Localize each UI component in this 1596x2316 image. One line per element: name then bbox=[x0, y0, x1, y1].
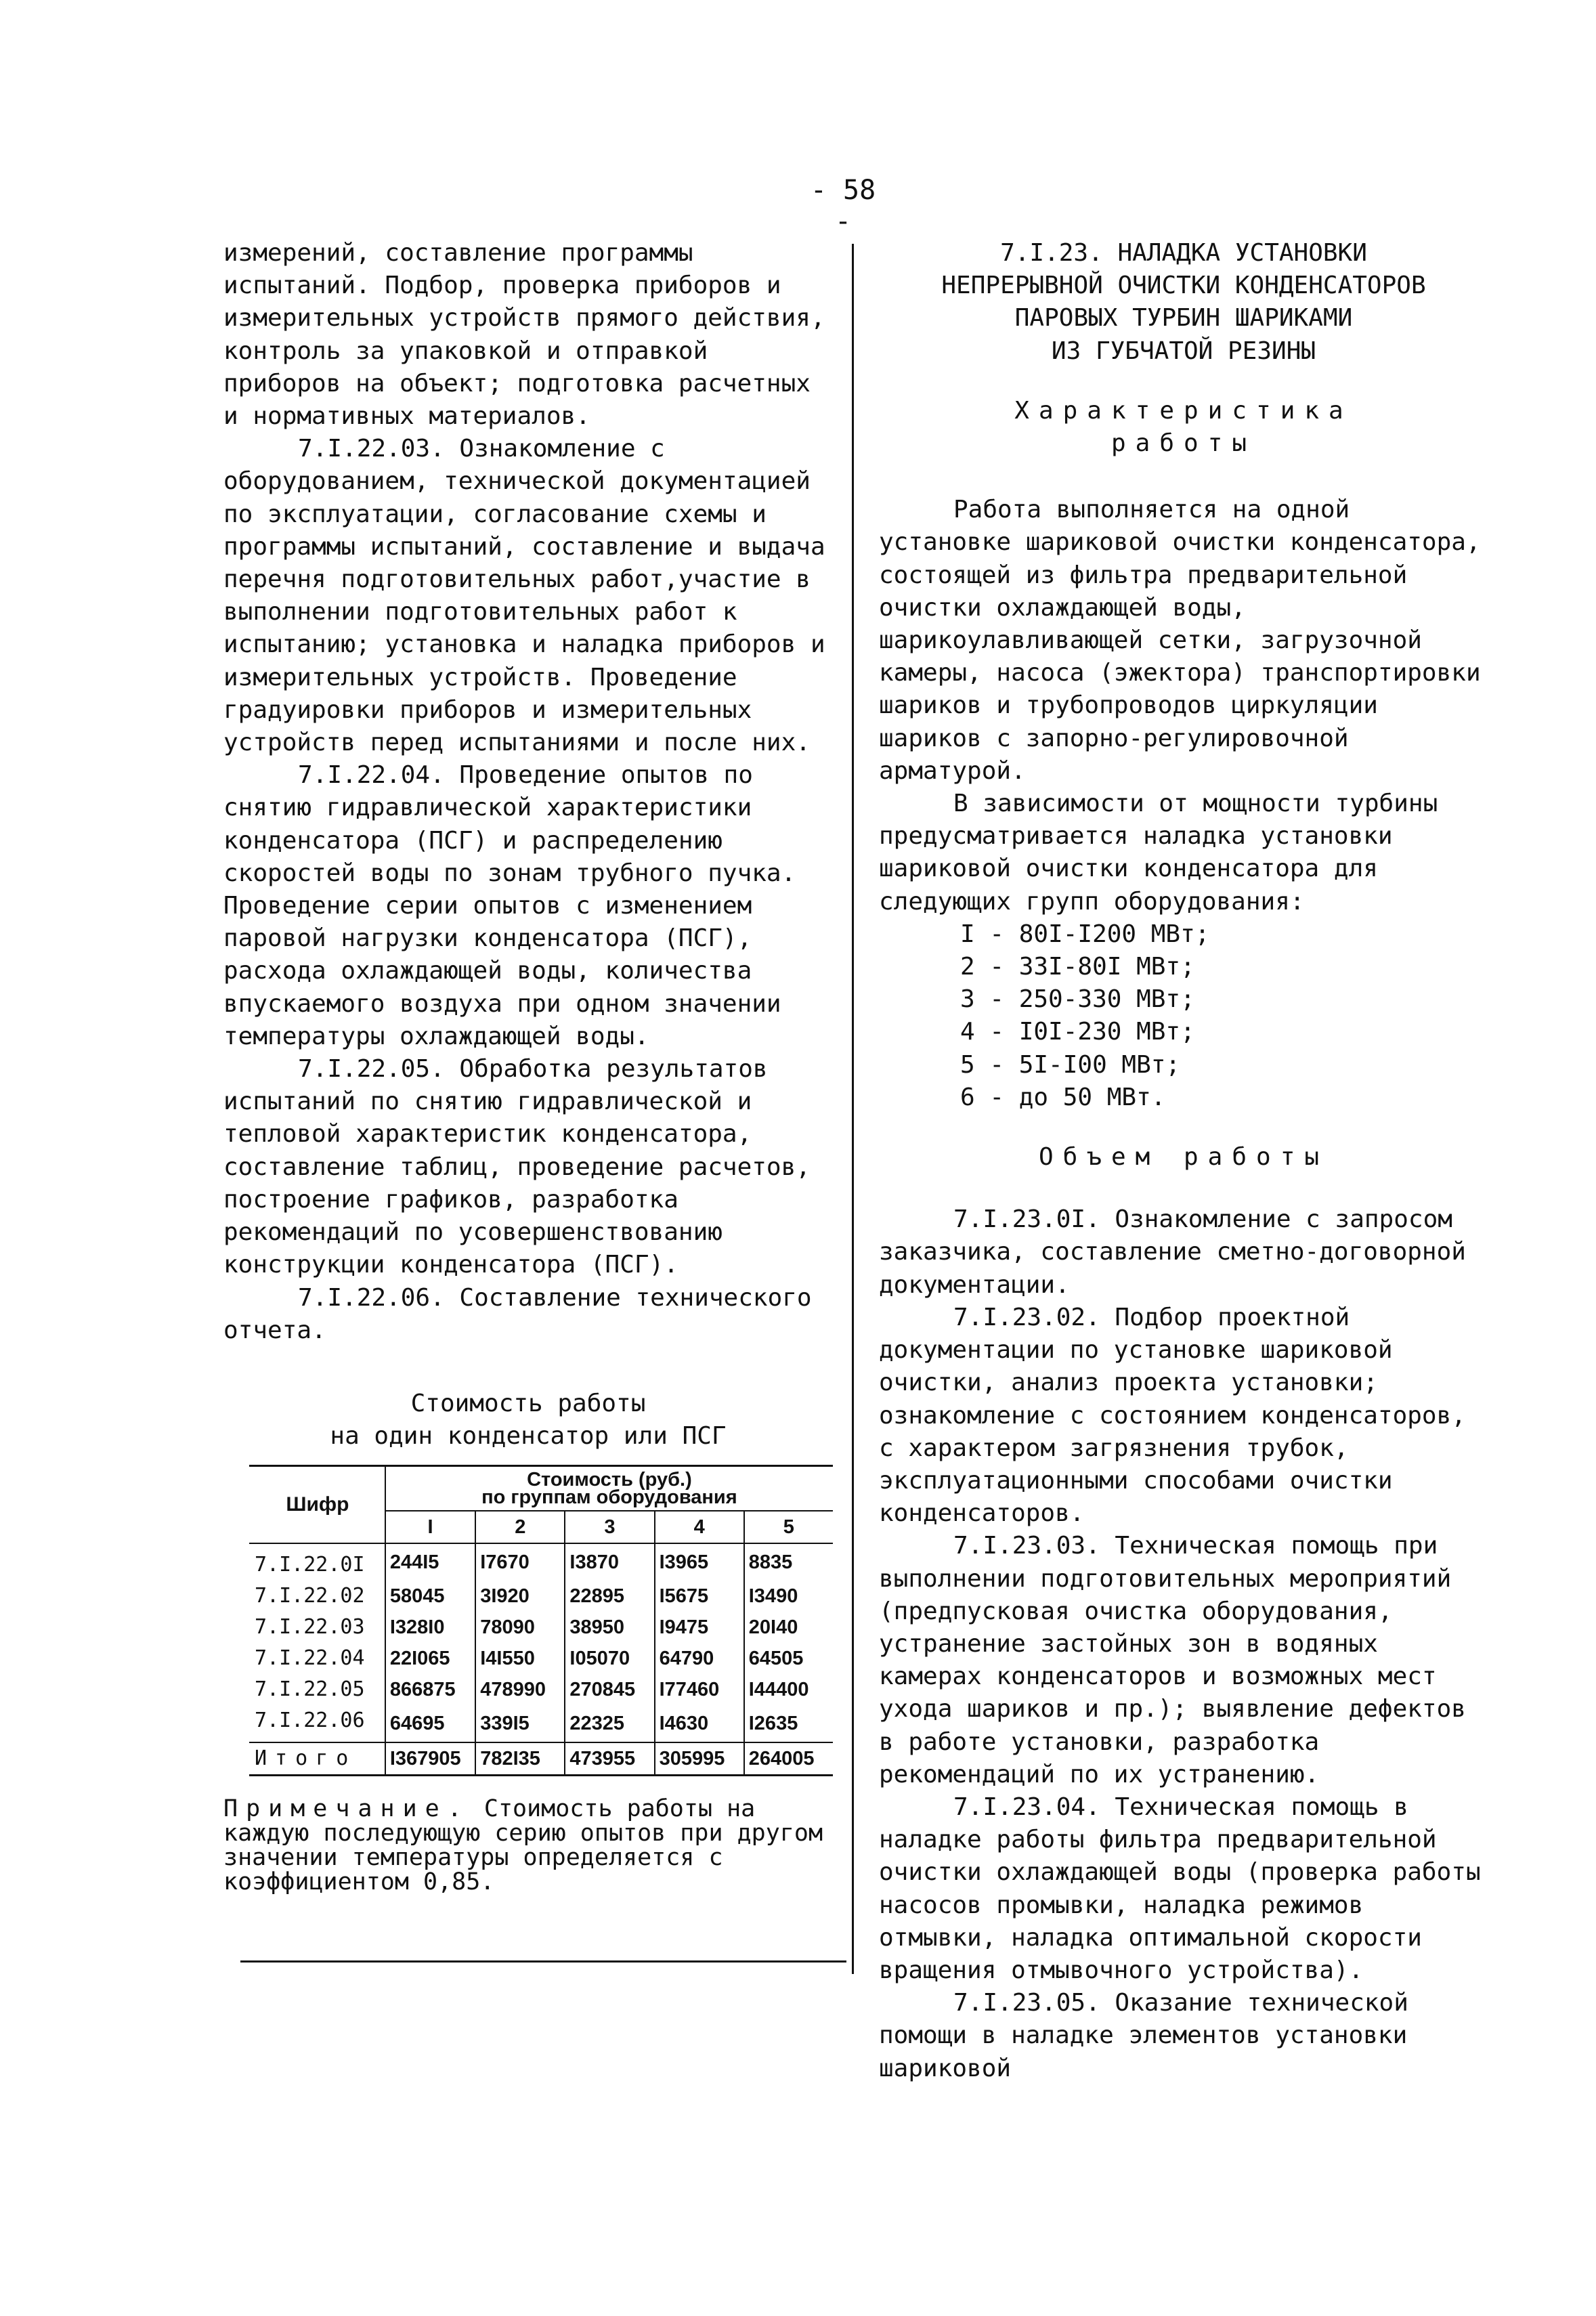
cell: I328I0 bbox=[385, 1612, 475, 1643]
groups-list bbox=[879, 918, 1488, 1114]
row-code: 7.I.22.06 bbox=[255, 1708, 365, 1732]
list-item: I - 80I-I200 МВт; bbox=[960, 920, 1210, 948]
cell: I3490 bbox=[744, 1581, 833, 1612]
note-lead: Примечание. bbox=[223, 1795, 470, 1822]
cell: 244I5 bbox=[385, 1543, 475, 1581]
paragraph-7-1-22-04: 7.I.22.04. Проведение опытов по снятию гидравлической характеристики конденсатора (ПСГ) и распределению скоростей воды по зонам трубного пучка. Проведение серии опытов с изменением паровой нагрузки конденсатора (ПСГ), расхода охлаждающей воды, количества впускаемого воздуха при одном значении температуры охлаждающей воды. bbox=[223, 761, 796, 1050]
list-item: 5 - 5I-I00 МВт; bbox=[960, 1050, 1181, 1079]
table-total-row bbox=[249, 1742, 833, 1776]
cell: 58045 bbox=[385, 1581, 475, 1612]
page-number: - 58 - bbox=[810, 175, 876, 237]
cell: I7670 bbox=[475, 1543, 565, 1581]
row-code: 7.I.22.04 bbox=[255, 1646, 365, 1670]
table-header-code: Шифр bbox=[249, 1465, 385, 1543]
cell: 64790 bbox=[655, 1643, 744, 1674]
cell: I2635 bbox=[744, 1705, 833, 1742]
table-row bbox=[249, 1543, 833, 1581]
list-item: 2 - 33I-80I МВт; bbox=[960, 953, 1195, 981]
cell: 339I5 bbox=[475, 1705, 565, 1742]
heading-line-3: ПАРОВЫХ ТУРБИН ШАРИКАМИ bbox=[1014, 304, 1353, 333]
table-row bbox=[249, 1581, 833, 1612]
cell: 38950 bbox=[565, 1612, 654, 1643]
heading-line-4: ИЗ ГУБЧАТОЙ РЕЗИНЫ bbox=[1051, 337, 1316, 365]
row-code: 7.I.22.05 bbox=[255, 1677, 365, 1701]
total-cell: 782I35 bbox=[475, 1742, 565, 1776]
cell: 22I065 bbox=[385, 1643, 475, 1674]
table-row bbox=[249, 1612, 833, 1643]
group-header: 3 bbox=[565, 1511, 654, 1543]
paragraph-7-1-23-02: 7.I.23.02. Подбор проектной документации по установке шариковой очистки, анализ проекта установки; ознакомление с состоянием конденсаторов, с характером загрязнения трубок, эксплуатационными способами очистки конденсаторов. bbox=[879, 1303, 1466, 1528]
cell: 64505 bbox=[744, 1643, 833, 1674]
cell: I3870 bbox=[565, 1543, 654, 1581]
cell: 478990 bbox=[475, 1674, 565, 1705]
list-item: 3 - 250-330 МВт; bbox=[960, 985, 1195, 1014]
cell: I05070 bbox=[565, 1643, 654, 1674]
cell: 22325 bbox=[565, 1705, 654, 1742]
cell: 78090 bbox=[475, 1612, 565, 1643]
cell: I44400 bbox=[744, 1674, 833, 1705]
row-code: 7.I.22.03 bbox=[255, 1614, 365, 1639]
row-code: 7.I.22.02 bbox=[255, 1583, 365, 1608]
table-title-line-2: на один конденсатор или ПСГ bbox=[330, 1421, 727, 1450]
cell: 866875 bbox=[385, 1674, 475, 1705]
row-code: 7.I.22.0I bbox=[255, 1552, 365, 1577]
group-header: 4 bbox=[655, 1511, 744, 1543]
list-item: 6 - до 50 МВт. bbox=[960, 1083, 1166, 1111]
paragraph-work-description: Работа выполняется на одной установке шариковой очистки конденсатора, состоящей из фильтра предварительной очистки охлаждающей воды, шарикоулавливающей сетки, загрузочной камеры, насоса (эжектора) транспортировки шариков и трубопроводов циркуляции шариков с запорно-регулировочной арматурой. bbox=[879, 496, 1481, 785]
total-cell: I367905 bbox=[385, 1742, 475, 1776]
table-note bbox=[223, 1797, 833, 1894]
cell: 64695 bbox=[385, 1705, 475, 1742]
cell: I9475 bbox=[655, 1612, 744, 1643]
subheading-line-2: работы bbox=[1110, 429, 1257, 458]
table-row bbox=[249, 1705, 833, 1742]
table-row bbox=[249, 1643, 833, 1674]
section-heading bbox=[879, 237, 1488, 368]
column-divider bbox=[852, 244, 854, 1974]
cell: 22895 bbox=[565, 1581, 654, 1612]
group-header: 2 bbox=[475, 1511, 565, 1543]
paragraph-7-1-23-03: 7.I.23.03. Техническая помощь при выполнении подготовительных мероприятий (предпусковая очистка оборудования, устранение застойных зон в водяных камерах конденсаторов и возможных мест ухода шариков и пр.); выявление дефектов в работе установки, разработка рекомендаций по их устранению. bbox=[879, 1532, 1466, 1788]
total-cell: 473955 bbox=[565, 1742, 654, 1776]
paragraph-groups-intro: В зависимости от мощности турбины предусматривается наладка установки шариковой очистки конденсатора для следующих групп оборудования: bbox=[879, 790, 1438, 916]
total-label: Итого bbox=[249, 1742, 385, 1776]
cost-header-line-1: Стоимость (руб.) bbox=[527, 1468, 692, 1491]
total-cell: 264005 bbox=[744, 1742, 833, 1776]
cell: I3965 bbox=[655, 1543, 744, 1581]
heading-line-2: НЕПРЕРЫВНОЙ ОЧИСТКИ КОНДЕНСАТОРОВ bbox=[941, 272, 1426, 300]
list-item: 4 - I0I-230 МВт; bbox=[960, 1018, 1195, 1046]
table-header-cost bbox=[385, 1465, 833, 1511]
cell: 3I920 bbox=[475, 1581, 565, 1612]
subheading-characteristic bbox=[879, 395, 1488, 460]
heading-line-1: 7.I.23. НАЛАДКА УСТАНОВКИ bbox=[1000, 239, 1367, 267]
subheading-scope: Объем работы bbox=[1038, 1143, 1329, 1172]
paragraph-continuation: измерений, составление программы испытаний. Подбор, проверка приборов и измерительных устройств прямого действия, контроль за упаковкой и отправкой приборов на объект; подготовка расчетных и нормативных материалов. bbox=[223, 239, 825, 431]
cell: I4630 bbox=[655, 1705, 744, 1742]
note-text: Стоимость работы на каждую последующую серию опытов при другом значении температуры определяется с коэффициентом 0,85. bbox=[223, 1795, 823, 1895]
paragraph-7-1-22-05: 7.I.22.05. Обработка результатов испытаний по снятию гидравлической и тепловой характеристик конденсатора, составление таблиц, проведение расчетов, построение графиков, разработка рекомендаций по усовершенствованию конструкции конденсатора (ПСГ). bbox=[223, 1055, 811, 1279]
paragraph-7-1-23-04: 7.I.23.04. Техническая помощь в наладке работы фильтра предварительной очистки охлаждающей воды (проверка работы насосов промывки, наладка режимов отмывки, наладка оптимальной скорости вращения отмывочного устройства). bbox=[879, 1793, 1481, 1984]
table-caption bbox=[223, 1388, 833, 1453]
right-column bbox=[879, 237, 1488, 2085]
paragraph-7-1-23-05: 7.I.23.05. Оказание технической помощи в наладке элементов установки шариковой bbox=[879, 1989, 1408, 2082]
total-cell: 305995 bbox=[655, 1742, 744, 1776]
cost-table bbox=[249, 1465, 833, 1776]
paragraph-7-1-22-06: 7.I.22.06. Составление технического отчета. bbox=[223, 1283, 812, 1344]
bottom-rule bbox=[240, 1960, 846, 1963]
table-row bbox=[249, 1674, 833, 1705]
table-title-line-1: Стоимость работы bbox=[410, 1389, 646, 1417]
cell: 270845 bbox=[565, 1674, 654, 1705]
group-header: 5 bbox=[744, 1511, 833, 1543]
cost-header-line-2: по группам оборудования bbox=[481, 1486, 737, 1508]
cell: I77460 bbox=[655, 1674, 744, 1705]
left-column bbox=[223, 237, 833, 1894]
paragraph-7-1-22-03: 7.I.22.03. Ознакомление с оборудованием, технической документацией по эксплуатации, согласование схемы и программы испытаний, составление и выдача перечня подготовительных работ,участие в выполнении подготовительных работ к испытанию; установка и наладка приборов и измерительных устройств. Проведение градуировки приборов и измерительных устройств перед испытаниями и после них. bbox=[223, 435, 825, 757]
cell: 8835 bbox=[744, 1543, 833, 1581]
subheading-line-1: Характеристика bbox=[1014, 396, 1353, 425]
cell: 20I40 bbox=[744, 1612, 833, 1643]
group-header: I bbox=[385, 1511, 475, 1543]
cell: I4I550 bbox=[475, 1643, 565, 1674]
cell: I5675 bbox=[655, 1581, 744, 1612]
paragraph-7-1-23-01: 7.I.23.0I. Ознакомление с запросом заказчика, составление сметно-договорной документации. bbox=[879, 1205, 1466, 1299]
